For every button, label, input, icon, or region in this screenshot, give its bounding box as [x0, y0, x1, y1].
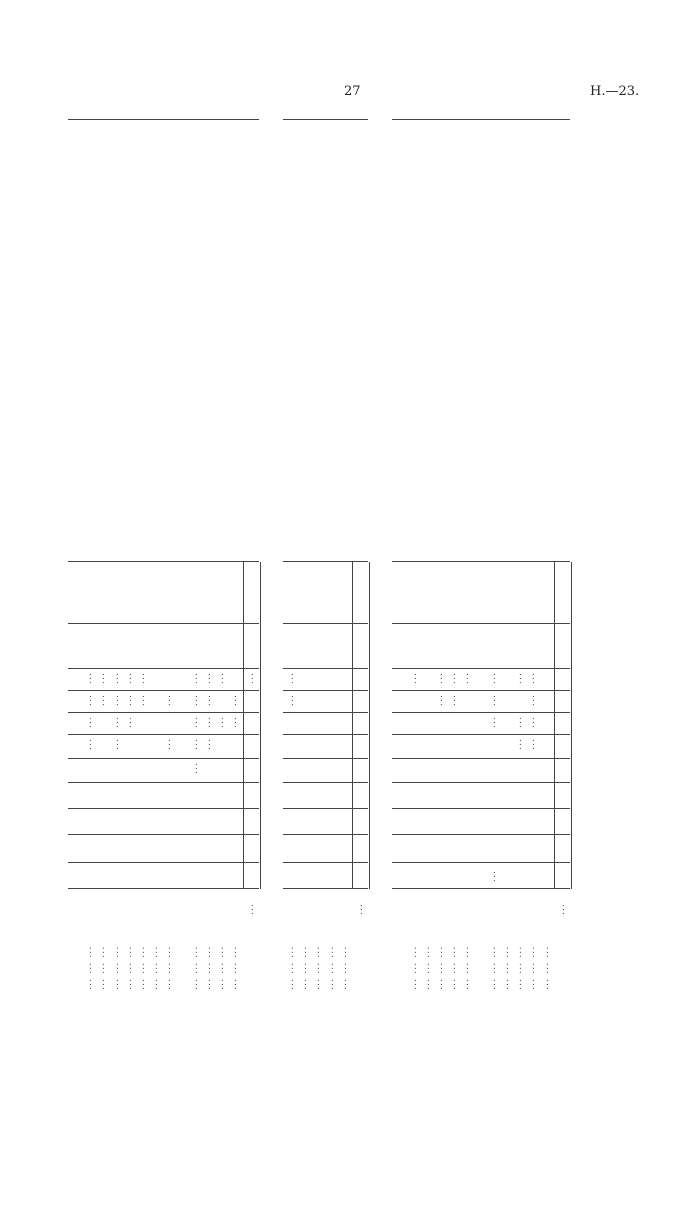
leader-dots: ... ... ...: [324, 945, 336, 990]
county-row: [149, 110, 160, 1190]
county-row: [162, 110, 173, 1190]
county-col-8: ...: [188, 694, 200, 707]
column-rule: [392, 734, 570, 735]
county-col-8: ...: [285, 694, 296, 707]
county-row: [96, 110, 107, 1190]
county-row: [285, 110, 296, 1190]
leader-dots: ... ... ...: [136, 945, 147, 990]
total-row: [354, 110, 365, 1190]
leader-dots: ... ... ...: [215, 945, 227, 990]
column-rule: [392, 561, 570, 562]
subdivision-row: [394, 110, 405, 1190]
county-col-5: ...: [188, 762, 200, 775]
county-col-8: ...: [486, 694, 498, 707]
county-col-8: ...: [202, 694, 213, 707]
county-col-7: ...: [109, 716, 121, 729]
county-col-9: ...: [526, 672, 538, 685]
county-col-8: ...: [96, 694, 108, 707]
total-rule: [260, 562, 261, 889]
leader-dots: ... ... ...: [447, 945, 459, 990]
total-col-9: ...: [244, 672, 256, 685]
county-col-8: ...: [228, 694, 240, 707]
leader-dots: ... ... ...: [122, 945, 134, 990]
column-rule: [68, 734, 259, 735]
total-row: [245, 110, 256, 1190]
column-rule: [392, 888, 570, 889]
column-rule: [68, 834, 259, 835]
county-row: [215, 110, 226, 1190]
rotated-table: [58, 110, 654, 1190]
county-col-8: ...: [447, 694, 459, 707]
subdivision-row: [474, 110, 485, 1190]
county-col-9: ...: [109, 672, 121, 685]
column-rule: [68, 623, 259, 624]
leader-dots: ... ... ...: [407, 945, 419, 990]
leader-dots: ... ... ...: [188, 945, 200, 990]
column-rule: [392, 834, 570, 835]
county-col-9: ...: [434, 672, 445, 685]
county-col-6: ...: [526, 738, 538, 751]
county-col-6: ...: [109, 738, 121, 751]
county-col-7: ...: [513, 716, 525, 729]
county-row: [228, 110, 239, 1190]
county-col-7: ...: [83, 716, 95, 729]
leader-dots: ... ... ...: [109, 945, 121, 990]
county-col-9: ...: [513, 672, 525, 685]
county-col-6: ...: [202, 738, 213, 751]
column-rule: [392, 862, 570, 863]
page-number: 27: [344, 84, 361, 99]
county-row: [540, 110, 551, 1190]
leader-dots: ... ... ...: [228, 945, 240, 990]
column-rule: [68, 888, 259, 889]
leader-dots: ... ... ...: [460, 945, 472, 990]
column-rule: [68, 862, 259, 863]
column-rule: [68, 808, 259, 809]
county-col-6: ...: [513, 738, 525, 751]
county-row: [325, 110, 336, 1190]
county-row: [434, 110, 445, 1190]
column-rule: [68, 712, 259, 713]
county-row: [136, 110, 147, 1190]
county-col-8: ...: [83, 694, 95, 707]
leader-dots: ... ... ...: [337, 945, 349, 990]
total-rule: [352, 562, 353, 889]
leader-dots: ... ... ...: [486, 945, 498, 990]
county-col-9: ...: [460, 672, 472, 685]
column-rule: [392, 782, 570, 783]
county-row: [526, 110, 537, 1190]
leader-dots: ...: [354, 902, 365, 915]
county-col-7: ...: [215, 716, 227, 729]
county-col-6: ...: [83, 738, 95, 751]
column-rule: [392, 758, 570, 759]
column-rule: [392, 712, 570, 713]
county-col-9: ...: [136, 672, 147, 685]
leader-dots: ... ... ...: [311, 945, 323, 990]
county-col-9: ...: [285, 672, 296, 685]
leader-dots: ...: [244, 902, 256, 915]
total-rule: [369, 562, 370, 889]
county-row: [202, 110, 213, 1190]
district-heading-row: [381, 110, 392, 1190]
column-rule: [392, 690, 570, 691]
subdivision-row: [70, 110, 81, 1190]
leader-dots: ... ... ...: [149, 945, 161, 990]
county-row: [460, 110, 471, 1190]
county-row: [110, 110, 121, 1190]
county-row: [83, 110, 94, 1190]
column-rule: [68, 690, 259, 691]
county-col-8: ...: [122, 694, 134, 707]
county-col-8: ...: [434, 694, 445, 707]
county-row: [338, 110, 349, 1190]
county-row: [311, 110, 322, 1190]
leader-dots: ... ... ...: [434, 945, 445, 990]
county-col-9: ...: [202, 672, 213, 685]
column-rule: [392, 668, 570, 669]
county-row: [189, 110, 200, 1190]
county-col-9: ...: [407, 672, 419, 685]
leader-dots: ... ... ...: [420, 945, 432, 990]
county-row: [487, 110, 498, 1190]
subdivision-row: [176, 110, 187, 1190]
county-col-8: ...: [526, 694, 538, 707]
county-col-9: ...: [83, 672, 95, 685]
county-col-9: ...: [215, 672, 227, 685]
total-row: [556, 110, 567, 1190]
county-col-7: ...: [122, 716, 134, 729]
county-col-7: ...: [188, 716, 200, 729]
county-row: [500, 110, 511, 1190]
column-rule: [68, 782, 259, 783]
county-col-1: ...: [486, 870, 498, 883]
column-rule: [68, 119, 259, 120]
county-row: [421, 110, 432, 1190]
county-row: [447, 110, 458, 1190]
county-col-9: ...: [486, 672, 498, 685]
county-row: [513, 110, 524, 1190]
county-col-8: ...: [109, 694, 121, 707]
county-col-9: ...: [188, 672, 200, 685]
leader-dots: ... ... ...: [96, 945, 108, 990]
county-row: [123, 110, 134, 1190]
column-rule: [392, 119, 570, 120]
county-col-9: ...: [96, 672, 108, 685]
county-col-8: ...: [162, 694, 174, 707]
column-rule: [392, 808, 570, 809]
page-reference: H.—23.: [590, 84, 640, 99]
county-col-7: ...: [526, 716, 538, 729]
column-rule: [68, 758, 259, 759]
district-heading-row: [272, 110, 283, 1190]
county-col-6: ...: [188, 738, 200, 751]
column-rule: [68, 668, 259, 669]
county-col-9: ...: [447, 672, 459, 685]
county-row: [408, 110, 419, 1190]
column-rule: [68, 561, 259, 562]
leader-dots: ... ... ...: [539, 945, 551, 990]
leader-dots: ...: [555, 902, 567, 915]
leader-dots: ... ... ...: [526, 945, 538, 990]
county-col-7: ...: [202, 716, 213, 729]
county-col-6: ...: [162, 738, 174, 751]
total-rule: [571, 562, 572, 889]
column-rule: [392, 623, 570, 624]
leader-dots: ... ... ...: [513, 945, 525, 990]
county-col-9: ...: [122, 672, 134, 685]
leader-dots: ... ... ...: [298, 945, 310, 990]
total-rule: [554, 562, 555, 889]
leader-dots: ... ... ...: [202, 945, 213, 990]
county-col-7: ...: [228, 716, 240, 729]
total-rule: [243, 562, 244, 889]
leader-dots: ... ... ...: [285, 945, 296, 990]
leader-dots: ... ... ...: [83, 945, 95, 990]
leader-dots: ... ... ...: [162, 945, 174, 990]
county-col-7: ...: [486, 716, 498, 729]
county-row: [298, 110, 309, 1190]
leader-dots: ... ... ...: [500, 945, 511, 990]
county-col-8: ...: [136, 694, 147, 707]
